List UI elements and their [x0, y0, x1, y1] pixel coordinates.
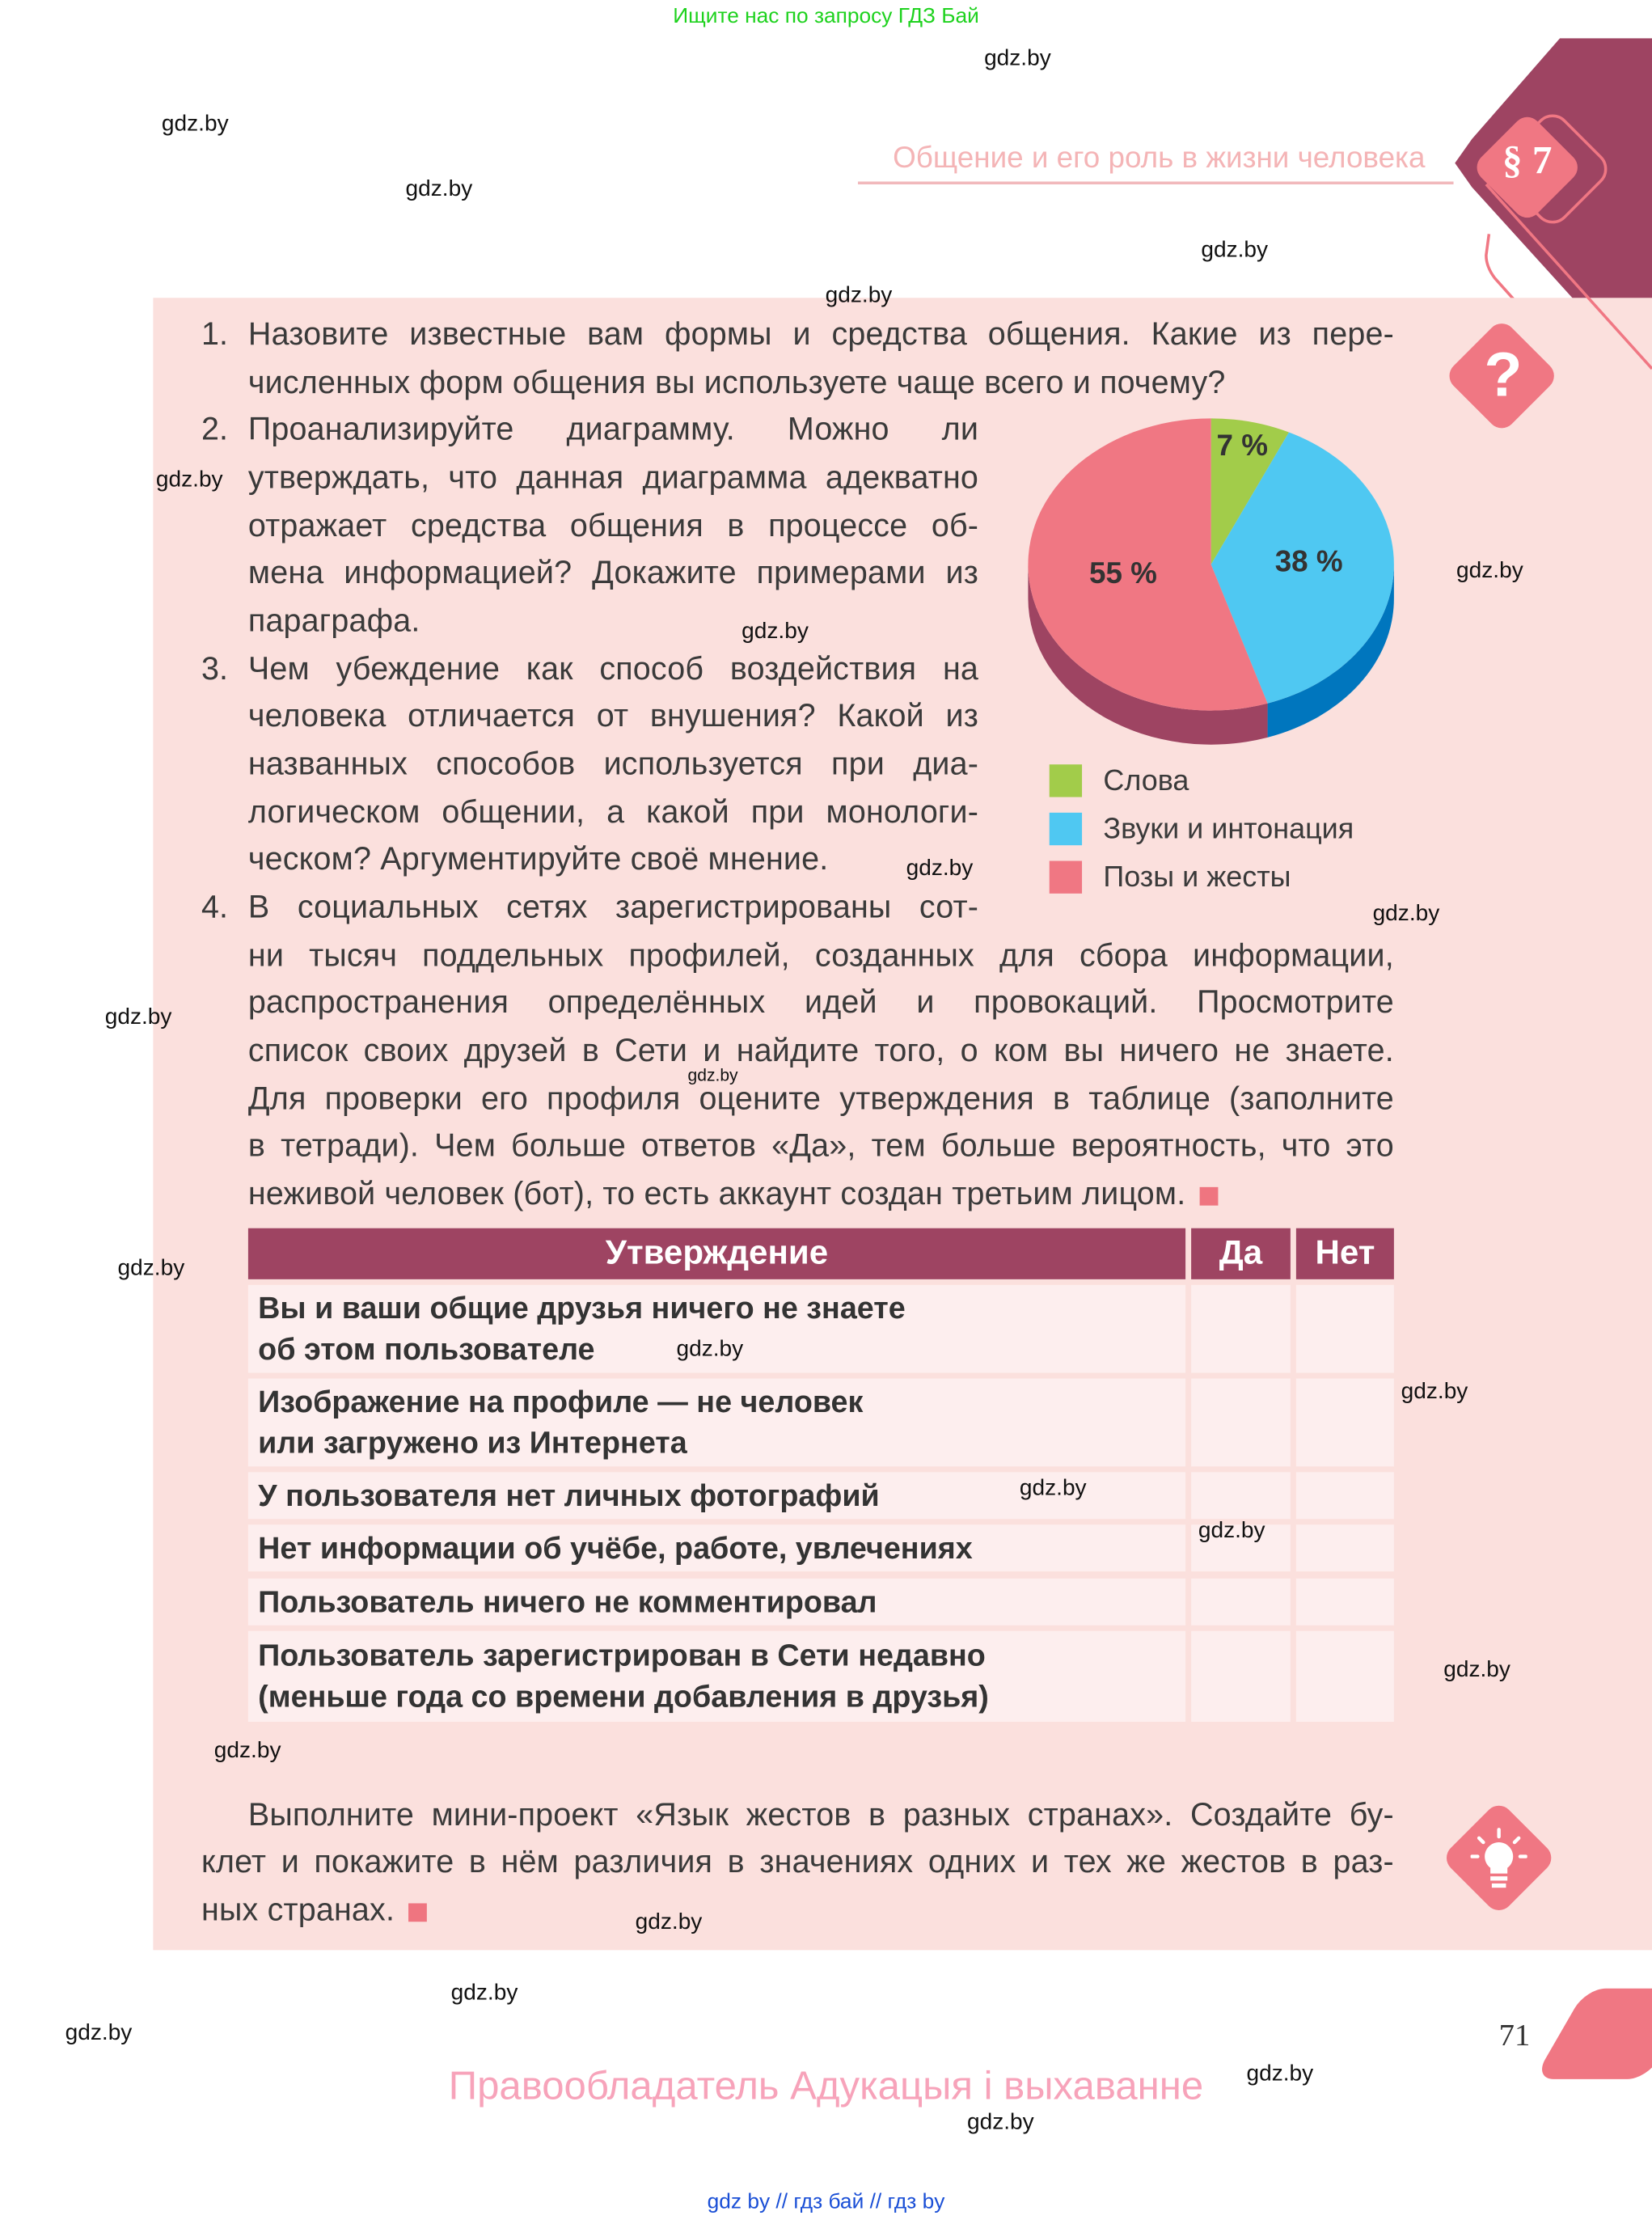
table-header-cell: Утверждение	[248, 1228, 1185, 1279]
watermark: gdz.by	[161, 112, 229, 137]
question-text-line: список своих друзей в Сети и найдите того, о ком вы ничего не знаете.	[247, 1032, 1394, 1068]
end-marker-square	[1200, 1186, 1219, 1205]
statement-line: Нет информации об учёбе, работе, увлечениях	[258, 1530, 973, 1565]
statement-line: Пользователь зарегистрирован в Сети недавно	[258, 1638, 986, 1673]
watermark: gdz.by	[1198, 1519, 1265, 1544]
lightbulb-icon	[1471, 1827, 1527, 1892]
section-badge: § 7	[1502, 138, 1553, 184]
watermark: gdz.by	[1246, 2061, 1314, 2087]
question-text-line: Для проверки его профиля оцените утверждения в таблице (заполните	[247, 1080, 1394, 1117]
watermark: gdz.by	[1372, 902, 1440, 927]
watermark: gdz.by	[687, 1065, 738, 1085]
legend-label: Позы и жесты	[1103, 860, 1291, 894]
page-number: 71	[1498, 2016, 1531, 2053]
yes-cell[interactable]	[1191, 1631, 1291, 1722]
pie-data-label: 38 %	[1274, 544, 1343, 578]
no-cell[interactable]	[1296, 1472, 1394, 1519]
table-header-cell: Нет	[1296, 1228, 1394, 1279]
statement-text	[258, 1475, 880, 1516]
no-cell[interactable]	[1296, 1631, 1394, 1722]
no-cell[interactable]	[1296, 1579, 1394, 1626]
watermark: gdz.by	[405, 177, 473, 202]
yes-cell[interactable]	[1191, 1579, 1291, 1626]
question-text-line: мена информацией? Докажите примерами из	[247, 554, 979, 590]
question-text-line: Назовите известные вам формы и средства общения. Какие из пере-	[247, 316, 1394, 352]
question-text-line: отражает средства общения в процессе об-	[247, 507, 979, 543]
question-icon: ?	[1484, 340, 1523, 410]
chapter-title: Общение и его роль в жизни человека	[893, 142, 1426, 175]
question-text-line: ни тысяч поддельных профилей, созданных для сбора информации,	[247, 937, 1394, 974]
statement-cell	[248, 1631, 1185, 1722]
chapter-title-underline	[858, 181, 1454, 184]
watermark: gdz.by	[967, 2110, 1034, 2135]
watermark: gdz.by	[213, 1739, 281, 1763]
pie-data-label: 7 %	[1216, 428, 1268, 462]
statement-line: Вы и ваши общие друзья ничего не знаете	[258, 1291, 906, 1326]
watermark: gdz.by	[155, 467, 223, 493]
watermark: gdz.by	[825, 283, 893, 308]
legend-swatch	[1050, 764, 1082, 797]
no-cell[interactable]	[1296, 1379, 1394, 1467]
watermark: gdz.by	[1401, 1380, 1468, 1405]
end-marker-square	[409, 1903, 428, 1922]
question-text-line: утверждать, что данная диаграмма адекватно	[247, 459, 979, 496]
statement-line: или загружено из Интернета	[258, 1425, 687, 1460]
project-text-line: ных странах.	[201, 1889, 427, 1932]
bottom-links[interactable]: gdz by // гдз бай // гдз by	[707, 2189, 945, 2214]
statement-text	[258, 1382, 863, 1463]
watermark: gdz.by	[676, 1337, 744, 1362]
watermark: gdz.by	[1443, 1658, 1510, 1682]
watermark: gdz.by	[1456, 558, 1523, 583]
question-text-line: названных способов используется при диа-	[247, 746, 979, 782]
question-text-line: неживой человек (бот), то есть аккаунт создан третьим лицом.	[248, 1173, 1219, 1216]
statement-text	[258, 1582, 877, 1622]
question-text-line: численных форм общения вы используете чаще всего и почему?	[247, 364, 1226, 400]
yes-cell[interactable]	[1191, 1472, 1291, 1519]
question-text-line: В социальных сетях зарегистрированы сот-	[247, 889, 979, 925]
table-header-cell: Да	[1191, 1228, 1291, 1279]
statement-text	[258, 1636, 989, 1717]
watermark: gdz.by	[984, 46, 1051, 71]
watermark: gdz.by	[65, 2021, 133, 2045]
no-cell[interactable]	[1296, 1524, 1394, 1571]
top-banner[interactable]: Ищите нас по запросу ГДЗ Бай	[673, 4, 979, 29]
project-text-line: клет и покажите в нём различия в значениях одних и тех же жестов в раз-	[201, 1843, 1394, 1879]
question-number: 2.	[201, 411, 228, 447]
legend-swatch	[1050, 813, 1082, 845]
watermark: gdz.by	[450, 1981, 518, 2006]
question-text-line: логическом общении, а какой при монологи-	[247, 794, 979, 830]
pie-chart	[993, 397, 1447, 766]
yes-cell[interactable]	[1191, 1285, 1291, 1373]
statement-line: Изображение на профиле — не человек	[258, 1385, 864, 1419]
no-cell[interactable]	[1296, 1285, 1394, 1373]
watermark: gdz.by	[1019, 1476, 1087, 1501]
watermark: gdz.by	[741, 619, 809, 645]
statement-cell	[248, 1524, 1185, 1571]
question-text-line: ческом? Аргументируйте своё мнение.	[247, 840, 829, 877]
pie-data-label: 55 %	[1088, 556, 1157, 590]
question-number: 3.	[201, 650, 228, 687]
watermark: gdz.by	[104, 1005, 172, 1030]
watermark: gdz.by	[635, 1910, 703, 1935]
project-text-line: Выполните мини-проект «Язык жестов в разных странах». Создайте бу-	[247, 1796, 1394, 1833]
question-text-line: человека отличается от внушения? Какой из	[247, 697, 979, 734]
watermark: gdz.by	[1201, 238, 1269, 263]
question-number: 4.	[201, 889, 228, 925]
question-text-line: параграфа.	[247, 603, 420, 639]
statement-text	[258, 1528, 973, 1568]
watermark: gdz.by	[117, 1256, 185, 1281]
statement-line: У пользователя нет личных фотографий	[258, 1478, 880, 1512]
statement-line: Пользователь ничего не комментировал	[258, 1584, 877, 1619]
legend-label: Слова	[1103, 764, 1189, 797]
statement-text	[258, 1288, 906, 1369]
question-text-line: Чем убеждение как способ воздействия на	[247, 650, 979, 687]
statement-line: (меньше года со времени добавления в друзья)	[258, 1679, 989, 1714]
statement-cell	[248, 1579, 1185, 1626]
question-text-line: в тетради). Чем больше ответов «Да», тем больше вероятность, что это	[247, 1127, 1394, 1164]
rights-holder: Правообладатель Адукацыя і выхаванне	[448, 2063, 1204, 2108]
question-text-line: распространения определённых идей и провокаций. Просмотрите	[247, 984, 1394, 1020]
legend-swatch	[1050, 860, 1082, 893]
statement-line: об этом пользователе	[258, 1331, 595, 1366]
question-text-line: Проанализируйте диаграмму. Можно ли	[247, 411, 979, 447]
question-number: 1.	[201, 316, 228, 352]
legend-label: Звуки и интонация	[1103, 812, 1354, 846]
yes-cell[interactable]	[1191, 1379, 1291, 1467]
statement-cell	[248, 1379, 1185, 1467]
watermark: gdz.by	[906, 856, 974, 882]
